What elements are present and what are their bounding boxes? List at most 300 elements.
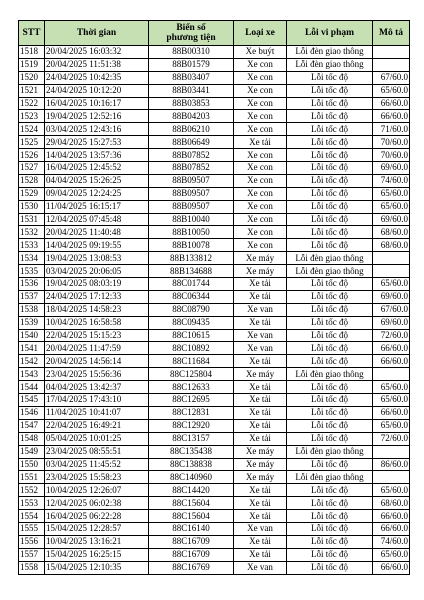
cell-vehicle-type: Xe máy — [234, 252, 287, 265]
cell-violation: Lỗi đèn giao thông — [287, 368, 373, 381]
table-row — [19, 561, 410, 574]
cell-description: 70/60.0 — [373, 136, 410, 149]
table-row — [19, 471, 410, 484]
cell-vehicle-type: Xe máy — [234, 265, 287, 278]
cell-time: 10/04/2025 13:16:21 — [45, 535, 149, 548]
cell-stt: 1534 — [19, 252, 45, 265]
cell-description: 68/60.0 — [373, 239, 410, 252]
cell-plate: 88B06210 — [149, 123, 234, 136]
table-row — [19, 265, 410, 278]
table-row — [19, 290, 410, 303]
cell-vehicle-type: Xe con — [234, 200, 287, 213]
table-row — [19, 162, 410, 175]
header-violation: Lỗi vi phạm — [287, 21, 373, 46]
table-row — [19, 368, 410, 381]
table-row — [19, 97, 410, 110]
cell-plate: 88C11684 — [149, 355, 234, 368]
table-row — [19, 136, 410, 149]
cell-plate: 88B10040 — [149, 213, 234, 226]
table-row — [19, 58, 410, 71]
cell-description: 68/60.0 — [373, 226, 410, 239]
cell-description: 70/60.0 — [373, 149, 410, 162]
table-row — [19, 458, 410, 471]
table-header — [19, 21, 410, 46]
cell-violation: Lỗi tốc độ — [287, 123, 373, 136]
header-description: Mô tả — [373, 21, 410, 46]
cell-time: 20/04/2025 14:56:14 — [45, 355, 149, 368]
cell-vehicle-type: Xe tải — [234, 316, 287, 329]
cell-time: 20/04/2025 11:40:48 — [45, 226, 149, 239]
cell-stt: 1539 — [19, 316, 45, 329]
cell-stt: 1526 — [19, 149, 45, 162]
cell-plate: 88C06344 — [149, 290, 234, 303]
cell-plate: 88C135438 — [149, 445, 234, 458]
cell-time: 09/04/2025 12:24:25 — [45, 187, 149, 200]
cell-time: 03/04/2025 20:06:05 — [45, 265, 149, 278]
cell-vehicle-type: Xe con — [234, 213, 287, 226]
table-row — [19, 484, 410, 497]
header-time: Thời gian — [45, 21, 149, 46]
cell-description — [373, 445, 410, 458]
cell-plate: 88B06649 — [149, 136, 234, 149]
cell-violation: Lỗi tốc độ — [287, 97, 373, 110]
cell-violation: Lỗi đèn giao thông — [287, 445, 373, 458]
table-row — [19, 252, 410, 265]
cell-stt: 1537 — [19, 290, 45, 303]
table-row — [19, 239, 410, 252]
cell-stt: 1525 — [19, 136, 45, 149]
cell-plate: 88C12695 — [149, 394, 234, 407]
cell-description: 65/60.0 — [373, 187, 410, 200]
cell-violation: Lỗi tốc độ — [287, 497, 373, 510]
cell-plate: 88C16140 — [149, 522, 234, 535]
cell-violation: Lỗi tốc độ — [287, 239, 373, 252]
cell-vehicle-type: Xe tải — [234, 535, 287, 548]
table-row — [19, 149, 410, 162]
cell-description: 65/60.0 — [373, 200, 410, 213]
cell-plate: 88C12633 — [149, 381, 234, 394]
cell-time: 14/04/2025 09:19:55 — [45, 239, 149, 252]
cell-stt: 1556 — [19, 535, 45, 548]
cell-stt: 1543 — [19, 368, 45, 381]
cell-description: 72/60.0 — [373, 432, 410, 445]
cell-description: 67/60.0 — [373, 71, 410, 84]
table-row — [19, 200, 410, 213]
cell-violation: Lỗi tốc độ — [287, 187, 373, 200]
cell-stt: 1552 — [19, 484, 45, 497]
cell-vehicle-type: Xe con — [234, 226, 287, 239]
cell-time: 03/04/2025 12:43:16 — [45, 123, 149, 136]
cell-stt: 1550 — [19, 458, 45, 471]
cell-stt: 1545 — [19, 394, 45, 407]
table-row — [19, 329, 410, 342]
cell-time: 23/04/2025 15:58:23 — [45, 471, 149, 484]
cell-plate: 88C12920 — [149, 419, 234, 432]
cell-stt: 1528 — [19, 174, 45, 187]
table-row — [19, 187, 410, 200]
cell-plate: 88B03407 — [149, 71, 234, 84]
cell-stt: 1549 — [19, 445, 45, 458]
cell-time: 04/04/2025 15:26:25 — [45, 174, 149, 187]
cell-description: 66/60.0 — [373, 110, 410, 123]
cell-plate: 88B133812 — [149, 252, 234, 265]
cell-time: 18/04/2025 14:58:23 — [45, 303, 149, 316]
cell-stt: 1523 — [19, 110, 45, 123]
cell-stt: 1540 — [19, 329, 45, 342]
cell-stt: 1529 — [19, 187, 45, 200]
cell-plate: 88C16709 — [149, 548, 234, 561]
cell-time: 10/04/2025 16:58:58 — [45, 316, 149, 329]
cell-violation: Lỗi tốc độ — [287, 149, 373, 162]
cell-stt: 1532 — [19, 226, 45, 239]
table-row — [19, 419, 410, 432]
table-row — [19, 394, 410, 407]
cell-violation: Lỗi đèn giao thông — [287, 58, 373, 71]
table-row — [19, 174, 410, 187]
cell-plate: 88C08790 — [149, 303, 234, 316]
cell-vehicle-type: Xe con — [234, 187, 287, 200]
table-row — [19, 110, 410, 123]
cell-stt: 1554 — [19, 510, 45, 523]
cell-vehicle-type: Xe tải — [234, 381, 287, 394]
header-plate-line1: Biển số — [176, 23, 206, 33]
cell-stt: 1553 — [19, 497, 45, 510]
cell-time: 12/04/2025 06:02:38 — [45, 497, 149, 510]
cell-plate: 88C15604 — [149, 510, 234, 523]
cell-plate: 88C138838 — [149, 458, 234, 471]
cell-violation: Lỗi tốc độ — [287, 329, 373, 342]
cell-time: 20/04/2025 11:51:38 — [45, 58, 149, 71]
cell-description: 66/60.0 — [373, 355, 410, 368]
cell-time: 16/04/2025 10:16:17 — [45, 97, 149, 110]
cell-violation: Lỗi tốc độ — [287, 226, 373, 239]
cell-time: 15/04/2025 12:10:35 — [45, 561, 149, 574]
header-vehicle-type: Loại xe — [234, 21, 287, 46]
cell-description — [373, 471, 410, 484]
cell-plate: 88B09507 — [149, 200, 234, 213]
cell-plate: 88C16769 — [149, 561, 234, 574]
cell-description: 66/60.0 — [373, 522, 410, 535]
violation-table — [18, 20, 410, 575]
cell-plate: 88C10892 — [149, 342, 234, 355]
cell-time: 15/04/2025 16:25:15 — [45, 548, 149, 561]
cell-violation: Lỗi tốc độ — [287, 71, 373, 84]
cell-description: 66/60.0 — [373, 97, 410, 110]
cell-plate: 88C09435 — [149, 316, 234, 329]
cell-violation: Lỗi đèn giao thông — [287, 252, 373, 265]
table-row — [19, 123, 410, 136]
header-row — [19, 21, 410, 46]
cell-description: 65/60.0 — [373, 548, 410, 561]
cell-stt: 1547 — [19, 419, 45, 432]
cell-violation: Lỗi tốc độ — [287, 303, 373, 316]
cell-description: 74/60.0 — [373, 174, 410, 187]
cell-description — [373, 265, 410, 278]
table-row — [19, 548, 410, 561]
cell-time: 16/04/2025 06:22:28 — [45, 510, 149, 523]
cell-violation: Lỗi tốc độ — [287, 394, 373, 407]
cell-vehicle-type: Xe máy — [234, 471, 287, 484]
table-row — [19, 381, 410, 394]
cell-violation: Lỗi tốc độ — [287, 406, 373, 419]
cell-vehicle-type: Xe buýt — [234, 46, 287, 59]
header-stt: STT — [19, 21, 45, 46]
cell-stt: 1542 — [19, 355, 45, 368]
cell-violation: Lỗi tốc độ — [287, 110, 373, 123]
cell-stt: 1551 — [19, 471, 45, 484]
cell-plate: 88B00310 — [149, 46, 234, 59]
cell-description: 72/60.0 — [373, 329, 410, 342]
cell-time: 14/04/2025 13:57:36 — [45, 149, 149, 162]
cell-vehicle-type: Xe tải — [234, 419, 287, 432]
cell-vehicle-type: Xe máy — [234, 368, 287, 381]
cell-description: 74/60.0 — [373, 535, 410, 548]
cell-violation: Lỗi tốc độ — [287, 432, 373, 445]
cell-stt: 1536 — [19, 278, 45, 291]
table-row — [19, 342, 410, 355]
cell-description: 65/60.0 — [373, 419, 410, 432]
table-row — [19, 316, 410, 329]
cell-plate: 88B07852 — [149, 162, 234, 175]
cell-plate: 88B04203 — [149, 110, 234, 123]
cell-description — [373, 46, 410, 59]
cell-vehicle-type: Xe tải — [234, 432, 287, 445]
cell-violation: Lỗi tốc độ — [287, 381, 373, 394]
cell-violation: Lỗi tốc độ — [287, 316, 373, 329]
cell-plate: 88B03441 — [149, 84, 234, 97]
cell-plate: 88B10050 — [149, 226, 234, 239]
table-row — [19, 406, 410, 419]
cell-description: 71/60.0 — [373, 123, 410, 136]
cell-vehicle-type: Xe con — [234, 174, 287, 187]
cell-time: 10/04/2025 12:26:07 — [45, 484, 149, 497]
table-row — [19, 278, 410, 291]
cell-time: 11/04/2025 10:41:07 — [45, 406, 149, 419]
cell-violation: Lỗi tốc độ — [287, 419, 373, 432]
table-row — [19, 432, 410, 445]
cell-vehicle-type: Xe con — [234, 239, 287, 252]
cell-stt: 1518 — [19, 46, 45, 59]
cell-vehicle-type: Xe tải — [234, 510, 287, 523]
cell-violation: Lỗi tốc độ — [287, 162, 373, 175]
cell-stt: 1557 — [19, 548, 45, 561]
cell-description — [373, 368, 410, 381]
cell-plate: 88B134688 — [149, 265, 234, 278]
cell-plate: 88B01579 — [149, 58, 234, 71]
cell-vehicle-type: Xe con — [234, 149, 287, 162]
cell-plate: 88C15604 — [149, 497, 234, 510]
cell-violation: Lỗi tốc độ — [287, 510, 373, 523]
cell-plate: 88C140960 — [149, 471, 234, 484]
cell-time: 24/04/2025 10:42:35 — [45, 71, 149, 84]
cell-description: 65/60.0 — [373, 84, 410, 97]
cell-violation: Lỗi tốc độ — [287, 484, 373, 497]
cell-description: 66/60.0 — [373, 406, 410, 419]
cell-description: 69/60.0 — [373, 290, 410, 303]
cell-stt: 1521 — [19, 84, 45, 97]
cell-time: 20/04/2025 16:03:32 — [45, 46, 149, 59]
table-row — [19, 510, 410, 523]
header-plate — [149, 21, 234, 46]
cell-stt: 1541 — [19, 342, 45, 355]
cell-vehicle-type: Xe máy — [234, 445, 287, 458]
cell-plate: 88B07852 — [149, 149, 234, 162]
cell-vehicle-type: Xe con — [234, 58, 287, 71]
cell-time: 22/04/2025 15:15:23 — [45, 329, 149, 342]
cell-vehicle-type: Xe tải — [234, 406, 287, 419]
cell-violation: Lỗi tốc độ — [287, 548, 373, 561]
cell-vehicle-type: Xe con — [234, 97, 287, 110]
cell-vehicle-type: Xe con — [234, 84, 287, 97]
cell-plate: 88C14420 — [149, 484, 234, 497]
table-row — [19, 497, 410, 510]
cell-description: 66/60.0 — [373, 510, 410, 523]
cell-plate: 88B09507 — [149, 187, 234, 200]
cell-stt: 1520 — [19, 71, 45, 84]
cell-stt: 1522 — [19, 97, 45, 110]
cell-vehicle-type: Xe van — [234, 522, 287, 535]
cell-violation: Lỗi tốc độ — [287, 342, 373, 355]
cell-stt: 1519 — [19, 58, 45, 71]
cell-description — [373, 58, 410, 71]
table-row — [19, 445, 410, 458]
cell-description: 66/60.0 — [373, 561, 410, 574]
cell-vehicle-type: Xe van — [234, 342, 287, 355]
cell-violation: Lỗi tốc độ — [287, 535, 373, 548]
cell-plate: 88B03853 — [149, 97, 234, 110]
cell-plate: 88C13157 — [149, 432, 234, 445]
table-row — [19, 522, 410, 535]
cell-time: 19/04/2025 12:52:16 — [45, 110, 149, 123]
table-row — [19, 71, 410, 84]
cell-violation: Lỗi đèn giao thông — [287, 46, 373, 59]
cell-violation: Lỗi tốc độ — [287, 355, 373, 368]
cell-plate: 88B09507 — [149, 174, 234, 187]
cell-stt: 1535 — [19, 265, 45, 278]
cell-stt: 1558 — [19, 561, 45, 574]
cell-time: 22/04/2025 16:49:21 — [45, 419, 149, 432]
cell-time: 17/04/2025 17:43:10 — [45, 394, 149, 407]
cell-violation: Lỗi tốc độ — [287, 278, 373, 291]
cell-violation: Lỗi đèn giao thông — [287, 265, 373, 278]
cell-time: 24/04/2025 10:12:20 — [45, 84, 149, 97]
cell-plate: 88C10615 — [149, 329, 234, 342]
cell-vehicle-type: Xe tải — [234, 278, 287, 291]
cell-time: 19/04/2025 08:03:19 — [45, 278, 149, 291]
cell-vehicle-type: Xe tải — [234, 484, 287, 497]
cell-description: 65/60.0 — [373, 381, 410, 394]
cell-stt: 1530 — [19, 200, 45, 213]
cell-description: 67/60.0 — [373, 303, 410, 316]
cell-time: 11/04/2025 16:15:17 — [45, 200, 149, 213]
table-row — [19, 84, 410, 97]
cell-time: 20/04/2025 11:47:59 — [45, 342, 149, 355]
cell-violation: Lỗi tốc độ — [287, 174, 373, 187]
table-body — [19, 46, 410, 575]
table-row — [19, 355, 410, 368]
cell-time: 03/04/2025 11:45:52 — [45, 458, 149, 471]
cell-plate: 88B10078 — [149, 239, 234, 252]
cell-plate: 88C01744 — [149, 278, 234, 291]
cell-vehicle-type: Xe van — [234, 303, 287, 316]
table-row — [19, 46, 410, 59]
cell-stt: 1524 — [19, 123, 45, 136]
cell-vehicle-type: Xe tải — [234, 136, 287, 149]
cell-stt: 1533 — [19, 239, 45, 252]
table-row — [19, 303, 410, 316]
cell-vehicle-type: Xe máy — [234, 458, 287, 471]
cell-violation: Lỗi tốc độ — [287, 213, 373, 226]
cell-time: 04/04/2025 13:42:37 — [45, 381, 149, 394]
cell-violation: Lỗi tốc độ — [287, 200, 373, 213]
cell-description: 65/60.0 — [373, 484, 410, 497]
cell-time: 24/04/2025 17:12:33 — [45, 290, 149, 303]
cell-description: 69/60.0 — [373, 213, 410, 226]
cell-violation: Lỗi đèn giao thông — [287, 471, 373, 484]
cell-time: 12/04/2025 07:45:48 — [45, 213, 149, 226]
cell-description: 69/60.0 — [373, 316, 410, 329]
cell-violation: Lỗi tốc độ — [287, 522, 373, 535]
cell-stt: 1546 — [19, 406, 45, 419]
cell-description: 69/60.0 — [373, 162, 410, 175]
cell-plate: 88C125804 — [149, 368, 234, 381]
table-row — [19, 213, 410, 226]
cell-vehicle-type: Xe con — [234, 110, 287, 123]
cell-description — [373, 252, 410, 265]
cell-description: 86/60.0 — [373, 458, 410, 471]
cell-stt: 1531 — [19, 213, 45, 226]
cell-time: 05/04/2025 10:01:25 — [45, 432, 149, 445]
cell-stt: 1548 — [19, 432, 45, 445]
cell-time: 16/04/2025 12:45:52 — [45, 162, 149, 175]
cell-violation: Lỗi tốc độ — [287, 136, 373, 149]
cell-time: 29/04/2025 15:27:53 — [45, 136, 149, 149]
cell-vehicle-type: Xe van — [234, 329, 287, 342]
cell-stt: 1527 — [19, 162, 45, 175]
cell-description: 65/60.0 — [373, 394, 410, 407]
cell-violation: Lỗi tốc độ — [287, 458, 373, 471]
cell-time: 23/04/2025 15:56:36 — [45, 368, 149, 381]
cell-vehicle-type: Xe tải — [234, 497, 287, 510]
cell-vehicle-type: Xe con — [234, 71, 287, 84]
cell-plate: 88C16709 — [149, 535, 234, 548]
header-plate-line2: phương tiện — [166, 33, 216, 43]
cell-vehicle-type: Xe con — [234, 123, 287, 136]
cell-vehicle-type: Xe tải — [234, 394, 287, 407]
cell-vehicle-type: Xe tải — [234, 290, 287, 303]
cell-plate: 88C12831 — [149, 406, 234, 419]
cell-description: 66/60.0 — [373, 342, 410, 355]
cell-time: 15/04/2025 12:28:57 — [45, 522, 149, 535]
cell-vehicle-type: Xe con — [234, 162, 287, 175]
cell-description: 68/60.0 — [373, 497, 410, 510]
cell-vehicle-type: Xe tải — [234, 355, 287, 368]
cell-stt: 1544 — [19, 381, 45, 394]
table-row — [19, 535, 410, 548]
cell-time: 23/04/2025 08:55:51 — [45, 445, 149, 458]
violation-table-sheet — [18, 20, 409, 575]
table-row — [19, 226, 410, 239]
cell-time: 19/04/2025 13:08:53 — [45, 252, 149, 265]
cell-stt: 1555 — [19, 522, 45, 535]
cell-description: 65/60.0 — [373, 278, 410, 291]
cell-vehicle-type: Xe van — [234, 561, 287, 574]
cell-violation: Lỗi tốc độ — [287, 561, 373, 574]
cell-violation: Lỗi tốc độ — [287, 84, 373, 97]
cell-vehicle-type: Xe tải — [234, 548, 287, 561]
cell-violation: Lỗi tốc độ — [287, 290, 373, 303]
cell-stt: 1538 — [19, 303, 45, 316]
